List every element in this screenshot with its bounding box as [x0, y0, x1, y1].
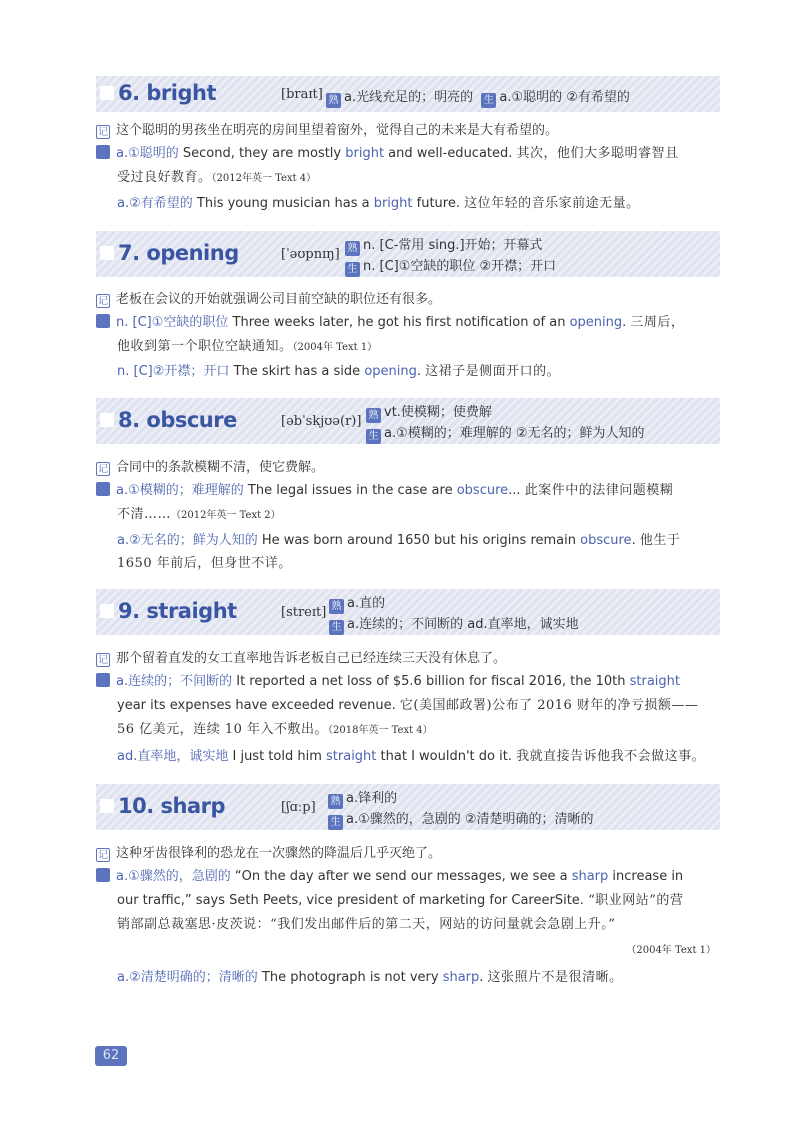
phonetic: [streɪt]	[281, 605, 327, 620]
memo-line: 记 那个留着直发的女工直率地告诉老板自己已经连续三天没有休息了。	[98, 651, 507, 666]
example-line: 销部副总裁塞思·皮茨说：“我们发出邮件后的第二天，网站的访问量就会急剧上升。”	[117, 917, 616, 932]
memo-line: 记 老板在会议的开始就强调公司目前空缺的职位还有很多。	[98, 292, 442, 307]
example-line: a.①聪明的 Second, they are mostly bright and well-educated. 其次，他们大多聪明睿智且	[96, 142, 679, 161]
familiar-sense: 熟 a.光线充足的；明亮的 生 a.①聪明的 ②有希望的	[326, 86, 630, 108]
phonetic: [əbˈskjʊə(r)]	[281, 414, 362, 429]
example-line: 不清……（2012年英一 Text 2）	[117, 507, 281, 522]
example-line: n. [C]①空缺的职位 Three weeks later, he got his first notification of an opening. 三周后，	[96, 311, 684, 330]
example-line: ad.直率地，诚实地 I just told him straight that I wouldn't do it. 我就直接告诉他我不会做这事。	[117, 749, 706, 764]
checkbox-square	[100, 86, 114, 100]
example-line: our traffic,” says Seth Peets, vice president of marketing for CareerSite. “职业网站”的营	[117, 893, 684, 908]
familiar-sense: 熟 n. [C-常用 sing.]开始；开幕式	[345, 234, 543, 256]
memo-icon: 记	[98, 127, 108, 138]
phonetic: [braɪt]	[281, 87, 323, 102]
headword: 10. sharp	[118, 794, 226, 818]
entry-header-opening	[96, 231, 720, 277]
example-line: 他收到第一个职位空缺通知。（2004年 Text 1）	[117, 339, 378, 354]
entry-header-bright	[96, 76, 720, 112]
checkbox-square	[100, 413, 114, 427]
new-sense: 生 n. [C]①空缺的职位 ②开襟；开口	[345, 255, 556, 277]
bullet-icon	[96, 482, 110, 496]
source-citation: （2004年 Text 1）	[626, 945, 716, 956]
page-number: 62	[95, 1046, 127, 1066]
example-line: a.连续的；不间断的 It reported a net loss of $5.6 billion for fiscal 2016, the 10th straight	[96, 670, 680, 689]
bullet-icon	[96, 673, 110, 687]
new-sense: 生 a.连续的；不间断的 ad.直率地，诚实地	[329, 613, 579, 635]
source-citation: （2012年英一 Text 4）	[211, 173, 317, 184]
entry-header-sharp	[96, 784, 720, 830]
bullet-icon	[96, 314, 110, 328]
memo-line: 记 这个聪明的男孩坐在明亮的房间里望着窗外，觉得自己的未来是大有希望的。	[98, 123, 559, 138]
entry-header-straight	[96, 589, 720, 635]
headword: 7. opening	[118, 241, 239, 265]
example-line: a.②无名的；鲜为人知的 He was born around 1650 but his origins remain obscure. 他生于	[117, 533, 681, 548]
example-line: a.②有希望的 This young musician has a bright future. 这位年轻的音乐家前途无量。	[117, 196, 640, 211]
headword: 6. bright	[118, 81, 217, 105]
headword: 8. obscure	[118, 408, 237, 432]
new-sense: 生 a.①模糊的；难理解的 ②无名的；鲜为人知的	[366, 422, 645, 444]
example-line: 1650 年前后，但身世不详。	[117, 556, 292, 571]
familiar-sense: 熟 a.直的	[329, 592, 385, 614]
example-line: a.①骤然的，急剧的 “On the day after we send our messages, we see a sharp increase in	[96, 865, 683, 884]
new-sense: a.①聪明的 ②有希望的	[499, 90, 630, 105]
source-citation: （2018年英一 Text 4）	[328, 725, 433, 736]
memo-line: 记 这种牙齿很锋利的恐龙在一次骤然的降温后几乎灭绝了。	[98, 846, 442, 861]
phonetic: [ʃɑːp]	[281, 800, 316, 815]
memo-line: 记 合同中的条款模糊不清，使它费解。	[98, 460, 325, 475]
bullet-icon	[96, 145, 110, 159]
checkbox-square	[100, 604, 114, 618]
source-citation: （2004年 Text 1）	[292, 342, 378, 353]
example-line: a.②清楚明确的；清晰的 The photograph is not very sharp. 这张照片不是很清晰。	[117, 970, 623, 985]
checkbox-square	[100, 246, 114, 260]
entry-header-obscure	[96, 398, 720, 444]
familiar-sense: 熟 a.锋利的	[328, 787, 397, 809]
memo-icon: 记	[98, 464, 108, 475]
new-tag: 生	[481, 93, 496, 108]
headword: 9. straight	[118, 599, 237, 623]
example-line: 56 亿美元，连续 10 年入不敷出。（2018年英一 Text 4）	[117, 722, 433, 737]
bullet-icon	[96, 868, 110, 882]
phonetic: [ˈəʊpnɪŋ]	[281, 247, 340, 262]
new-sense: 生 a.①骤然的，急剧的 ②清楚明确的；清晰的	[328, 808, 594, 830]
familiar-sense: 熟 vt.使模糊；使费解	[366, 401, 492, 423]
memo-icon: 记	[98, 850, 108, 861]
example-line: year its expenses have exceeded revenue. 它(美国邮政署)公布了 2016 财年的净亏损额——	[117, 698, 699, 713]
source-citation: （2012年英一 Text 2）	[171, 510, 281, 521]
checkbox-square	[100, 799, 114, 813]
example-line: 受过良好教育。（2012年英一 Text 4）	[117, 170, 317, 185]
familiar-tag: 熟	[326, 93, 341, 108]
memo-icon: 记	[98, 655, 108, 666]
memo-icon: 记	[98, 296, 108, 307]
example-line: n. [C]②开襟；开口 The skirt has a side opening. 这裙子是侧面开口的。	[117, 364, 561, 379]
example-line: a.①模糊的；难理解的 The legal issues in the case are obscure... 此案件中的法律问题模糊	[96, 479, 673, 498]
